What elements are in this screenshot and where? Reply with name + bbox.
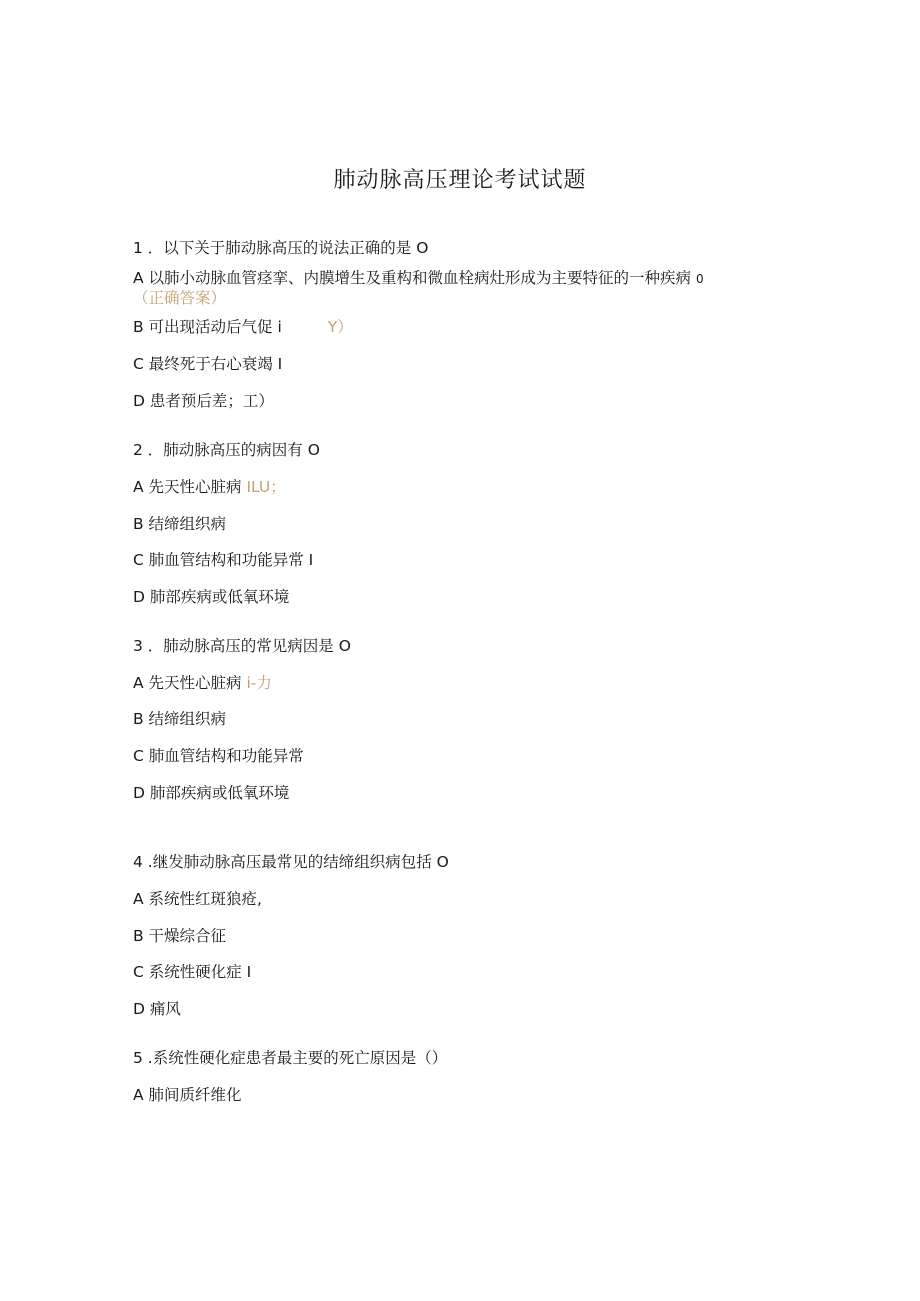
question-5-option-a: A 肺间质纤维化 [133,1086,242,1104]
option-text: A 先天性心脏病 [133,478,242,496]
option-text: A 以肺小动脉血管痉挛、内膜增生及重构和微血栓病灶形成为主要特征的一种疾病 [133,269,692,287]
question-2-stem: 2 ．肺动脉高压的病因有 O [133,441,320,459]
answer-mark: Y） [327,318,353,336]
question-3-option-b: B 结缔组织病 [133,710,227,728]
option-tail: 0 [695,272,704,286]
question-1-option-b [133,317,353,337]
question-2-option-a [133,477,286,497]
question-1-option-d: D 患者预后差；工） [133,392,274,410]
question-1-option-c: C 最终死于右心衰竭 I [133,355,283,373]
question-3-option-a [133,673,272,693]
question-4-option-d: D 痛风 [133,1000,181,1018]
question-2-option-d: D 肺部疾病或低氧环境 [133,588,290,606]
question-4-option-c: C 系统性硬化症 I [133,963,252,981]
question-2-option-b: B 结缔组织病 [133,515,227,533]
option-text: B 可出现活动后气促 i [133,318,282,336]
option-text: A 先天性心脏病 [133,674,242,692]
question-3-option-d: D 肺部疾病或低氧环境 [133,784,290,802]
answer-mark: i-力 [246,674,272,692]
question-4-option-a: A 系统性红斑狼疮, [133,890,262,908]
question-3-stem: 3 ．肺动脉高压的常见病因是 O [133,637,351,655]
question-3-option-c: C 肺血管结构和功能异常 [133,747,304,765]
question-1-option-a [133,268,704,289]
question-4-option-b: B 干燥综合征 [133,927,227,945]
question-1-answer-mark: （正确答案） [133,289,227,307]
page-title: 肺动脉高压理论考试试题 [333,168,587,193]
question-2-option-c: C 肺血管结构和功能异常 I [133,551,314,569]
question-4-stem: 4 .继发肺动脉高压最常见的结缔组织病包括 O [133,853,449,871]
question-1-stem: 1 ．以下关于肺动脉高压的说法正确的是 O [133,239,429,257]
question-5-stem: 5 .系统性硬化症患者最主要的死亡原因是（） [133,1049,448,1067]
answer-mark: ILU； [246,478,286,496]
